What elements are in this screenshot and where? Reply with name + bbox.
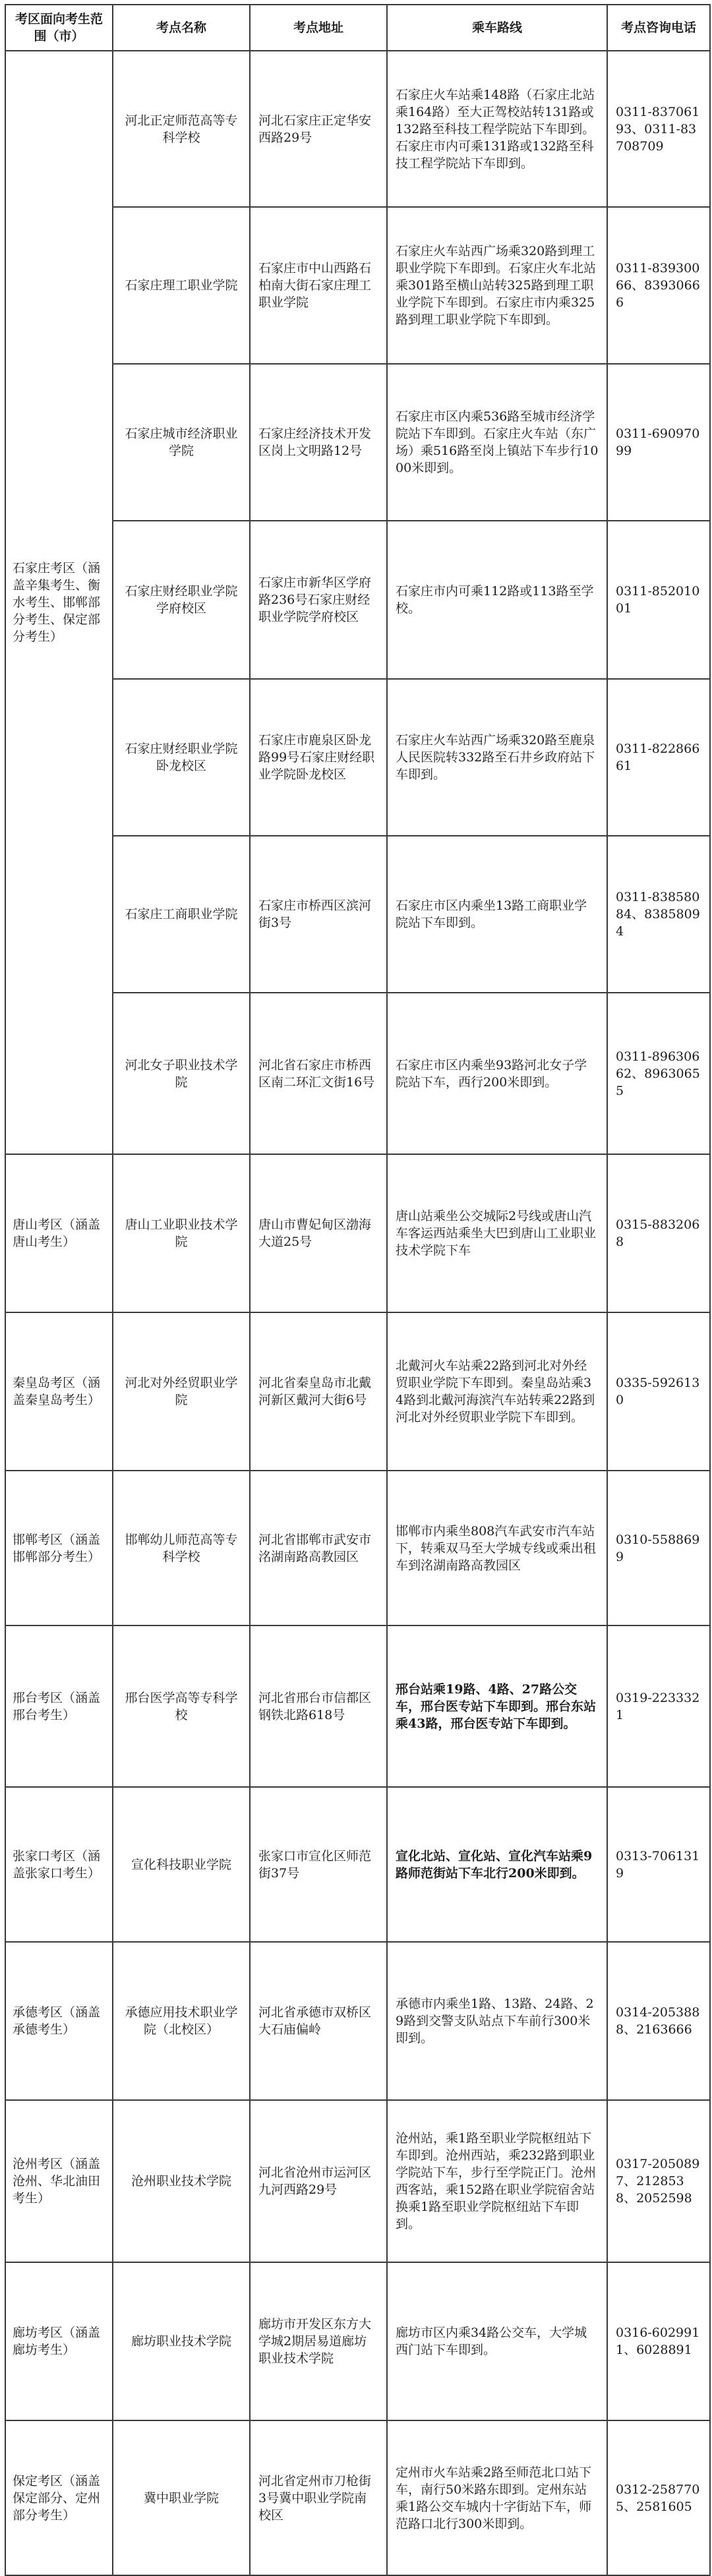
site-route: 石家庄火车站西广场乘320路至鹿泉人民医院转332路至石井乡政府站下车即到。 xyxy=(387,679,607,836)
site-route: 石家庄火车站乘148路（石家庄北站乘164路）至大正驾校站转131路或132路至科技工程学院站下车即到。石家庄市内可乘131路或132路至科技工程学院站下车即到。 xyxy=(387,51,607,207)
site-name: 廊坊职业技术学院 xyxy=(113,2262,250,2420)
site-phone: 0311-82286661 xyxy=(607,679,710,836)
site-route: 承德市内乘坐1路、13路、24路、29路到交警支队站点下车前行300米即到。 xyxy=(387,1942,607,2100)
site-name: 邢台医学高等专科学校 xyxy=(113,1625,250,1787)
table-row xyxy=(5,1787,710,1942)
site-address: 河北省邢台市信都区钢铁北路618号 xyxy=(250,1625,387,1787)
table-row xyxy=(5,1625,710,1787)
site-address: 唐山市曹妃甸区渤海大道25号 xyxy=(250,1154,387,1312)
site-address: 石家庄经济技术开发区岗上文明路12号 xyxy=(250,364,387,521)
site-address: 石家庄市桥西区滨河街3号 xyxy=(250,836,387,993)
site-route: 北戴河火车站乘22路到河北对外经贸职业学院下车即到。秦皇岛站乘34路到北戴河海滨汽车站转乘22路到河北对外经贸职业学院下车即到。 xyxy=(387,1312,607,1471)
site-phone: 0312-2587705、2581605 xyxy=(607,2420,710,2575)
site-phone: 0311-83858084、83858094 xyxy=(607,836,710,993)
site-name: 石家庄财经职业学院学府校区 xyxy=(113,521,250,679)
site-route: 石家庄火车站西广场乘320路到理工职业学院下车即到。石家庄火车北站乘301路至横山站转325路到理工职业学院下车即到。石家庄市内乘325路到理工职业学院下车即到。 xyxy=(387,207,607,364)
site-address: 张家口市宣化区师范街37号 xyxy=(250,1787,387,1942)
region-cell: 承德考区（涵盖承德考生） xyxy=(5,1942,113,2100)
site-route: 宣化北站、宣化站、宣化汽车站乘9路师范街站下车北行200米即到。 xyxy=(387,1787,607,1942)
site-address: 石家庄市新华区学府路236号石家庄财经职业学院学府校区 xyxy=(250,521,387,679)
site-route: 石家庄市区内乘坐93路河北女子学院站下车，西行200米即到。 xyxy=(387,993,607,1154)
header-phone: 考点咨询电话 xyxy=(607,5,710,51)
site-address: 廊坊市开发区东方大学城2期居易道廊坊职业技术学院 xyxy=(250,2262,387,2420)
header-route: 乘车路线 xyxy=(387,5,607,51)
site-route: 石家庄市区内乘536路至城市经济学院站下车即到。石家庄火车站（东广场）乘516路至岗上镇站下车步行1000米即到。 xyxy=(387,364,607,521)
site-phone: 0335-5926130 xyxy=(607,1312,710,1471)
site-address: 河北省定州市刀枪街3号冀中职业学院南校区 xyxy=(250,2420,387,2575)
site-name: 邯郸幼儿师范高等专科学校 xyxy=(113,1471,250,1625)
exam-site-table xyxy=(5,4,711,2576)
site-name: 河北正定师范高等专科学校 xyxy=(113,51,250,207)
region-cell: 沧州考区（涵盖沧州、华北油田考生） xyxy=(5,2100,113,2262)
site-phone: 0313-7061319 xyxy=(607,1787,710,1942)
site-phone: 0315-8832068 xyxy=(607,1154,710,1312)
site-phone: 0311-89630662、89630655 xyxy=(607,993,710,1154)
table-row xyxy=(5,1942,710,2100)
site-phone: 0311-83930066、83930666 xyxy=(607,207,710,364)
site-address: 河北省邯郸市武安市洺湖南路高教园区 xyxy=(250,1471,387,1625)
header-region: 考区面向考生范围（市） xyxy=(5,5,113,51)
site-route: 定州市火车站乘2路至师范北口站下车，南行50米路东即到。定州东站乘1路公交车城内十字街站下车，师范路口北行300米即到。 xyxy=(387,2420,607,2575)
site-route: 廊坊市区内乘34路公交车，大学城西门站下车即到。 xyxy=(387,2262,607,2420)
site-name: 石家庄财经职业学院卧龙校区 xyxy=(113,679,250,836)
site-name: 石家庄理工职业学院 xyxy=(113,207,250,364)
site-address: 河北省沧州市运河区九河西路29号 xyxy=(250,2100,387,2262)
site-name: 承德应用技术职业学院（北校区） xyxy=(113,1942,250,2100)
site-phone: 0311-83706193、0311-83708709 xyxy=(607,51,710,207)
site-address: 石家庄市鹿泉区卧龙路99号石家庄财经职业学院卧龙校区 xyxy=(250,679,387,836)
site-name: 冀中职业学院 xyxy=(113,2420,250,2575)
site-address: 河北省石家庄市桥西区南二环汇文街16号 xyxy=(250,993,387,1154)
region-cell: 廊坊考区（涵盖廊坊考生） xyxy=(5,2262,113,2420)
table-row xyxy=(5,1312,710,1471)
site-route: 石家庄市内可乘112路或113路至学校。 xyxy=(387,521,607,679)
table-row xyxy=(5,1154,710,1312)
region-cell: 秦皇岛考区（涵盖秦皇岛考生） xyxy=(5,1312,113,1471)
site-phone: 0319-2233321 xyxy=(607,1625,710,1787)
table-row xyxy=(5,2100,710,2262)
site-phone: 0316-6029911、6028891 xyxy=(607,2262,710,2420)
site-route: 邢台站乘19路、4路、27路公交车，邢台医专站下车即到。邢台东站乘43路，邢台医专站下车即到。 xyxy=(387,1625,607,1787)
site-phone: 0310-5588699 xyxy=(607,1471,710,1625)
table-row xyxy=(5,2262,710,2420)
site-name: 河北对外经贸职业学院 xyxy=(113,1312,250,1471)
site-name: 宣化科技职业学院 xyxy=(113,1787,250,1942)
region-cell: 石家庄考区（涵盖辛集考生、衡水考生、邯郸部分考生、保定部分考生） xyxy=(5,51,113,1154)
site-name: 石家庄工商职业学院 xyxy=(113,836,250,993)
site-phone: 0317-2050897、2128538、2052598 xyxy=(607,2100,710,2262)
site-route: 邯郸市内乘坐808汽车武安市汽车站下，转乘双马至大学城专线或乘出租车到洺湖南路高教园区 xyxy=(387,1471,607,1625)
site-name: 沧州职业技术学院 xyxy=(113,2100,250,2262)
region-cell: 邯郸考区（涵盖邯郸部分考生） xyxy=(5,1471,113,1625)
site-name: 石家庄城市经济职业学院 xyxy=(113,364,250,521)
site-name: 河北女子职业技术学院 xyxy=(113,993,250,1154)
site-route: 石家庄市区内乘坐13路工商职业学院站下车即到。 xyxy=(387,836,607,993)
site-route: 唐山站乘坐公交城际2号线或唐山汽车客运西站乘坐大巴到唐山工业职业技术学院下车 xyxy=(387,1154,607,1312)
site-address: 河北石家庄正定华安西路29号 xyxy=(250,51,387,207)
site-phone: 0314-2053888、2163666 xyxy=(607,1942,710,2100)
site-phone: 0311-85201001 xyxy=(607,521,710,679)
site-address: 河北省秦皇岛市北戴河新区戴河大街6号 xyxy=(250,1312,387,1471)
region-cell: 唐山考区（涵盖唐山考生） xyxy=(5,1154,113,1312)
site-name: 唐山工业职业技术学院 xyxy=(113,1154,250,1312)
table-row xyxy=(5,1471,710,1625)
site-address: 石家庄市中山西路石柏南大街石家庄理工职业学院 xyxy=(250,207,387,364)
table-row xyxy=(5,2420,710,2575)
table-row xyxy=(5,51,710,207)
site-route: 沧州站，乘1路至职业学院枢纽站下车即到。沧州西站，乘232路到职业学院站下车，步行至学院正门。沧州西客站，乘152路在职业学院宿舍站换乘1路至职业学院枢纽站下车即到。 xyxy=(387,2100,607,2262)
site-address: 河北省承德市双桥区大石庙偏岭 xyxy=(250,1942,387,2100)
region-cell: 张家口考区（涵盖张家口考生） xyxy=(5,1787,113,1942)
region-cell: 邢台考区（涵盖邢台考生） xyxy=(5,1625,113,1787)
table-header-row xyxy=(5,5,710,51)
region-cell: 保定考区（涵盖保定部分、定州部分考生） xyxy=(5,2420,113,2575)
site-phone: 0311-69097099 xyxy=(607,364,710,521)
header-site-address: 考点地址 xyxy=(250,5,387,51)
header-site-name: 考点名称 xyxy=(113,5,250,51)
